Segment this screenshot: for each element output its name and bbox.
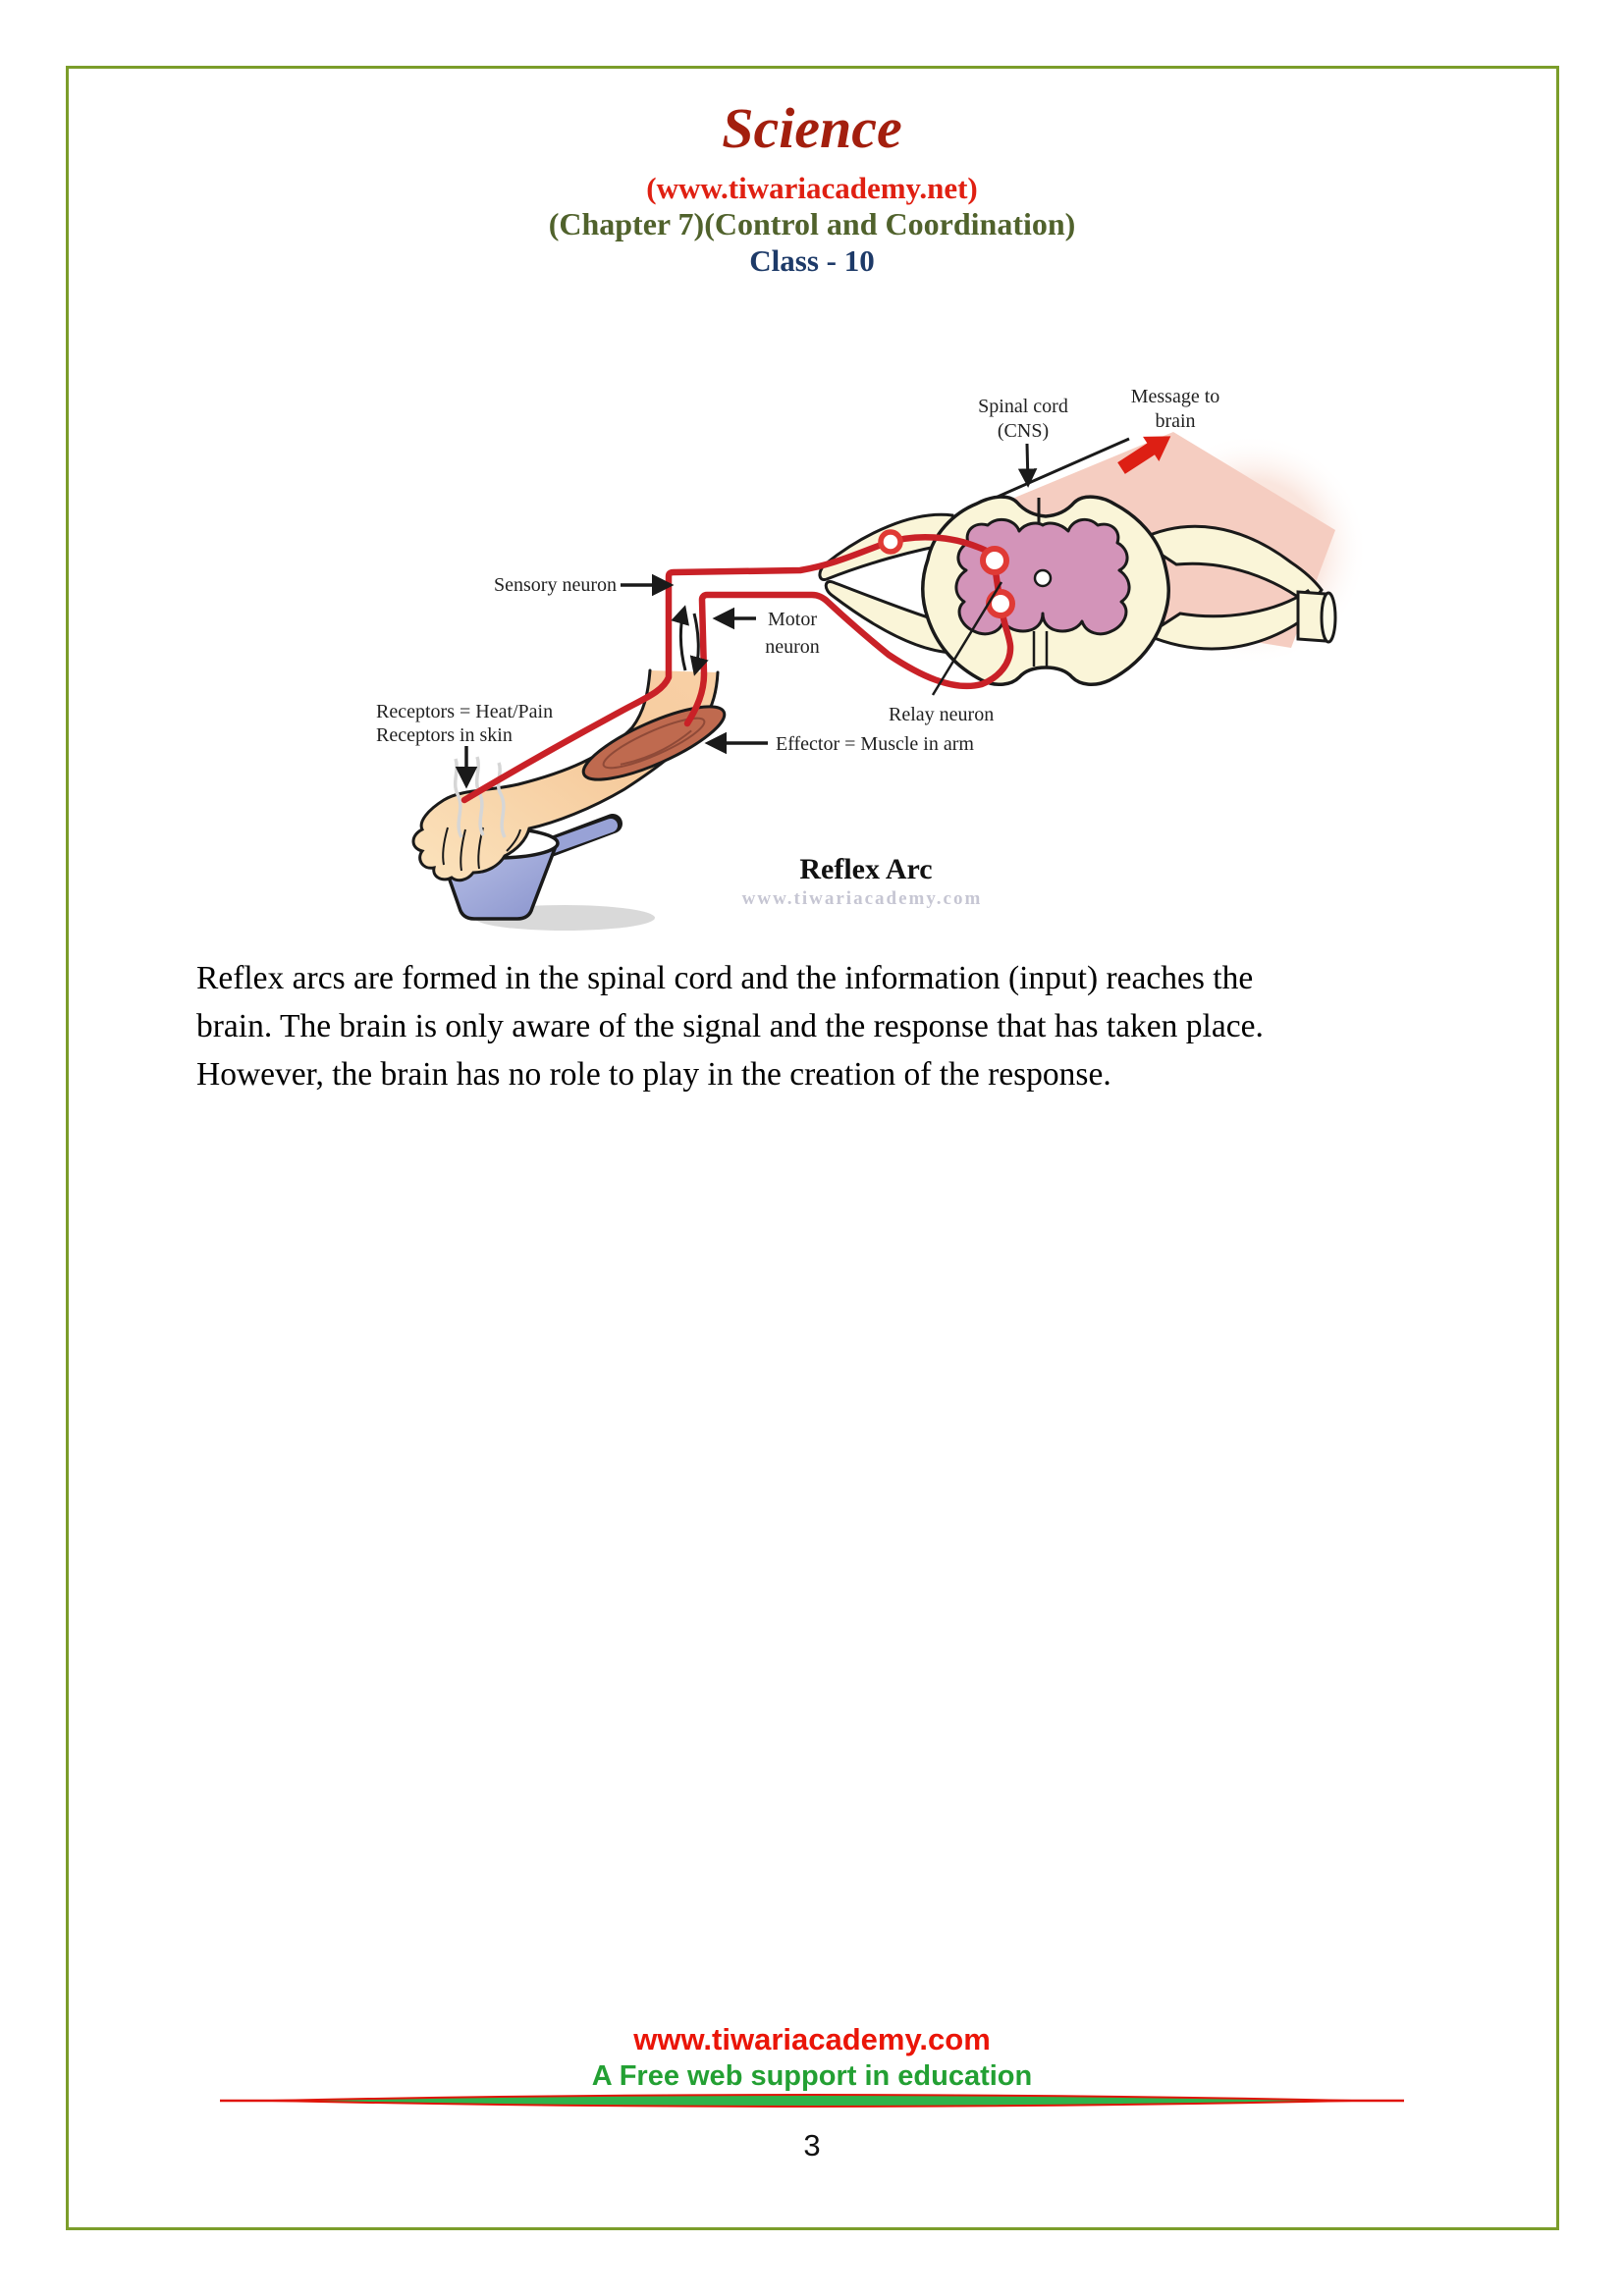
diagram-watermark: www.tiwariacademy.com [741,888,983,909]
reflex-arc-diagram [363,368,1404,937]
diagram-caption: Reflex Arc [799,853,933,885]
central-canal [1035,570,1051,586]
page-title: Science [722,96,902,160]
receptors-label: Receptors = Heat/Pain [376,701,554,722]
message-to-brain-label: Message to [1130,386,1220,407]
footer-tagline: A Free web support in education [591,2060,1033,2092]
signal-up-arrow [680,609,685,670]
message-to-brain-label: brain [1155,410,1196,432]
synapse-node [983,549,1006,572]
sensory-neuron-label: Sensory neuron [494,574,617,596]
cns-label: (CNS) [997,420,1050,442]
page-header [0,94,1624,279]
motor-neuron-label: neuron [765,636,820,658]
signal-down-arrow [694,614,698,672]
relay-neuron-label: Relay neuron [889,704,995,725]
nerve-tube-cap [1322,593,1335,642]
chapter-title: (Chapter 7)(Control and Coordination) [548,206,1076,241]
receptors-label: Receptors in skin [376,724,513,746]
paragraph-line: Reflex arcs are formed in the spinal cord and the information (input) reaches the [196,960,1254,996]
paragraph-line: However, the brain has no role to play in the creation of the response. [196,1056,1111,1093]
site-url: (www.tiwariacademy.net) [646,171,978,205]
footer-site-url: www.tiwariacademy.com [633,2022,991,2056]
body-paragraph [196,954,1473,1098]
synapse-node [881,532,900,552]
page-number: 3 [803,2128,821,2163]
divider-green-lens [272,2095,1352,2107]
spinal-cord-label: Spinal cord [978,396,1068,417]
class-title: Class - 10 [749,243,875,278]
motor-neuron-label: Motor [768,609,817,630]
paragraph-line: brain. The brain is only aware of the signal and the response that has taken place. [196,1008,1264,1044]
effector-label: Effector = Muscle in arm [776,733,974,755]
spinal-cord-label-arrow [1027,444,1028,484]
footer-divider [218,2089,1406,2112]
page-footer [0,2022,1624,2093]
